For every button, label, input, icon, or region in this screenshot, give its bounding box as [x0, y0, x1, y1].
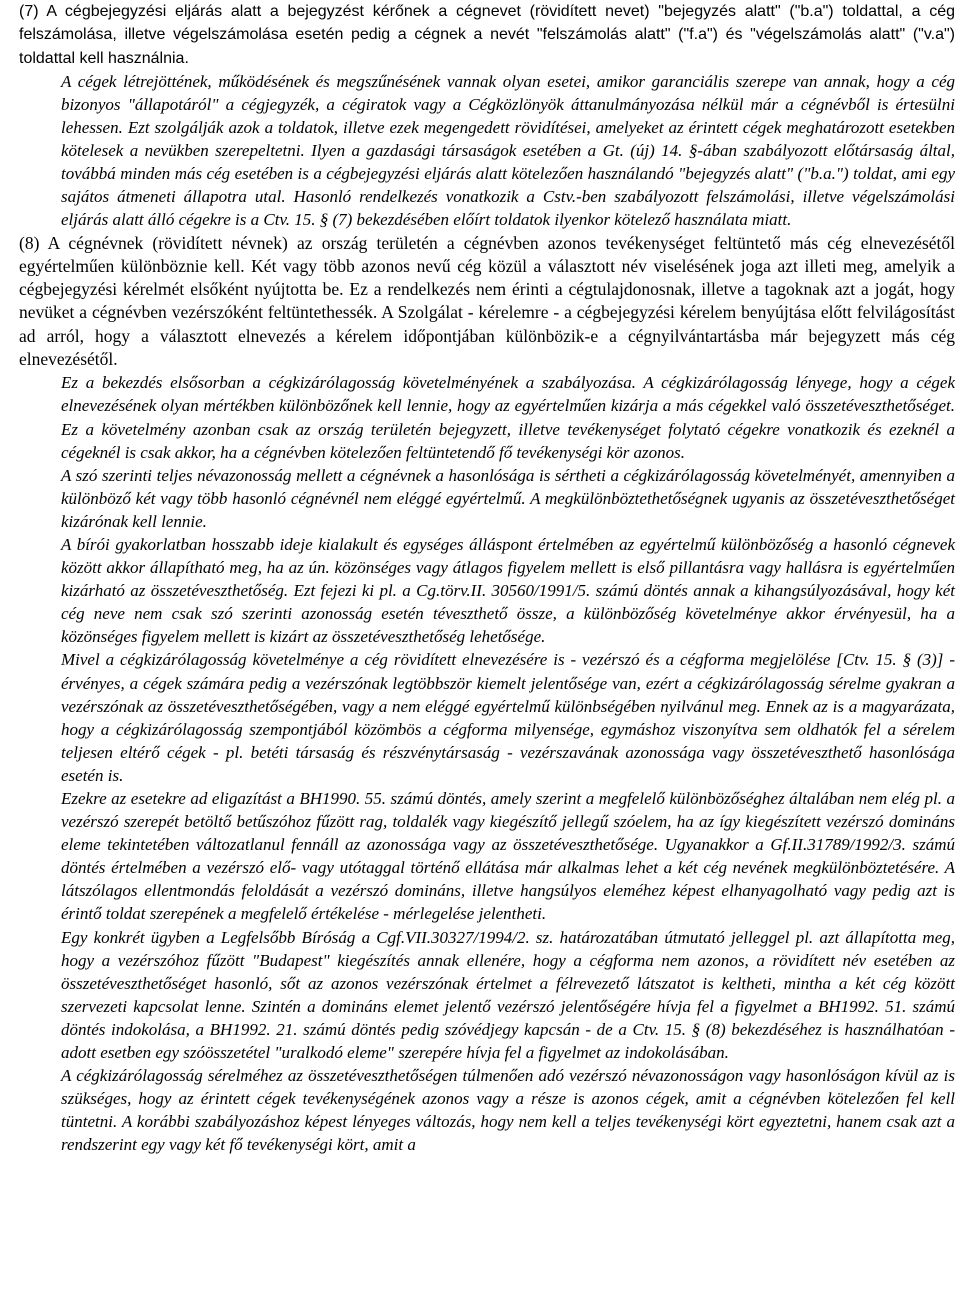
commentary-paragraph: Ezekre az esetekre ad eligazítást a BH1990. 55. számú döntés, amely szerint a megfelelő különbözőséghez általában nem elég pl. a vezérszó szerepét betöltő betűszóhoz fűzött rag, toldalék vagy kiegészítő jellegű szóelem, ha az így kiegészített vezérszó domináns eleme tekintetében változatlanul fennáll az azonossága vagy az összetéveszthetősége. Ugyanakkor a Gf.II.31789/1992/3. számú döntés értelmében a vezérszó elő- vagy utótaggal történő ellátása már alkalmas lehet a két cég nevének megkülönböztetésére. A látszólagos ellentmondás feloldását a vezérszó domináns, illetve hangsúlyos eleméhez képest elhanyagolható vagy pedig azt is érintő toldat szerepének a megfelelő értékelése - mérlegelése jelentheti. — [61, 789, 955, 924]
commentary-paragraph: A szó szerinti teljes névazonosság mellett a cégnévnek a hasonlósága is sértheti a cégkizárólagosság követelményét, amennyiben a különböző két vagy több hasonló cégnévnél nem eléggé egyértelmű. A megkülönböztethetőségnek ugyanis az összetéveszthetőséget kizárónak kell lennie. — [61, 465, 955, 531]
commentary-paragraph: A bírói gyakorlatban hosszabb ideje kialakult és egységes álláspont értelmében az egyértelmű különbözőség a hasonló cégnevek között akkor állapítható meg, ha az ún. közönséges vagy átlagos figyelem mellett is első pillantásra vagy hallásra is egyértelműen kizárható az összetéveszthetőség. Ezt fejezi ki pl. a Cg.törv.II. 30560/1991/5. számú döntés annak a kihangsúlyozásával, hogy két cég neve nem csak szó szerinti azonosság esetén téveszthető össze, a különbözőség követelménye akkor érvényesül, ha a közönséges figyelem mellett is kizárt az összetéveszthetőség lehetősége. — [61, 534, 955, 647]
commentary-paragraph: Ez a bekezdés elsősorban a cégkizárólagosság követelményének a szabályozása. A cégkizárólagosság lényege, hogy a cégek elnevezésének olyan mértékben különbözőnek kell lennie, hogy az egyértelműen kizárja a más cégekkel való összetéveszthetőséget. Ez a követelmény azonban csak az ország területén bejegyzett, illetve tevékenységet folytató cégekre vonatkozik és ezeknél a cégeknél is csak akkor, ha a cégnévben kötelezően feltüntetendő fő tevékenységi kör azonos. — [61, 373, 955, 462]
commentary-paragraph: A cégek létrejöttének, működésének és megszűnésének vannak olyan esetei, amikor garanciális szerepe van annak, hogy a cég bizonyos "állapotáról" a cégjegyzék, a cégiratok vagy a Cégközlönyök áttanulmányozása nélkül már a cégnévből is értesülni lehessen. Ezt szolgálják azok a toldatok, illetve ezek megengedett rövidítései, amelyeket az érintett cégek meghatározott esetekben kötelesek a nevükben szerepeltetni. Ilyen a gazdasági társaságok esetében a Gt. (új) 14. §-ában szabályozott előtársaság által, továbbá minden más cég esetében is a cégbejegyzési eljárás alatt kötelezően használandó "bejegyzés alatt" ("b.a.") toldat, ami egy sajátos átmeneti állapotra utal. Hasonló rendelkezés vonatkozik a Cstv.-ben szabályozott felszámolási, illetve végelszámolási eljárás alatt álló cégekre is a Ctv. 15. § (7) bekezdésében előírt toldatok ilyenkor kötelező használata miatt. — [61, 71, 955, 230]
commentary-paragraph: Egy konkrét ügyben a Legfelsőbb Bíróság a Cgf.VII.30327/1994/2. sz. határozatában útmutató jelleggel pl. azt állapította meg, hogy a vezérszóhoz fűzött "Budapest" kiegészítés annak ellenére, hogy a cégforma nem azonos, a rövidített név esetében az összetéveszthetőséget hasonló, sőt az azonos vezérszónak értelmet a félrevezető látszatot is keltheti, mintha a két cég között szervezeti kapcsolat lenne. Szintén a domináns elemet jelentő vezérszó jelentőségére hívja fel a figyelmet a BH1992. 51. számú döntés indokolása, a BH1992. 21. számú döntés pedig szóvédjegy kapcsán - de a Ctv. 15. § (8) bekezdéséhez is használhatóan - adott esetben egy szóösszetétel "uralkodó eleme" szerepére hívja fel a figyelmet az indokolásában. — [61, 927, 955, 1063]
paragraph-7: (7) A cégbejegyzési eljárás alatt a bejegyzést kérőnek a cégnevet (rövidített nevet) "bejegyzés alatt" ("b.a") toldattal, a cég felszámolása, illetve végelszámolása esetén pedig a cégnek a nevét "felszámolás alatt" ("f.a") és "végelszámolás alatt" ("v.a") toldattal kell használnia. — [19, 3, 955, 67]
paragraph-8: (8) A cégnévnek (rövidített névnek) az ország területén a cégnévben azonos tevékenységet feltüntető más cég elnevezésétől egyértelműen különböznie kell. Két vagy több azonos nevű cég közül a választott név viselésének joga azt illeti meg, amelyik a cégbejegyzési kérelmét elsőként nyújtotta be. Ez a rendelkezés nem érinti a cégtulajdonosnak, illetve a tagoknak azt a jogát, hogy nevüket a cégnévben vezérszóként feltüntethessék. A Szolgálat - kérelemre - a cégbejegyzési kérelem benyújtása előtt felvilágosítást ad arról, hogy a választott elnevezés a kérelem időpontjában különbözik-e a cégnyilvántartásba már bejegyzett más cég elnevezésétől. — [19, 232, 955, 370]
commentary-paragraph: A cégkizárólagosság sérelméhez az összetéveszthetőségen túlmenően adó vezérszó névazonosságon vagy hasonlóságon kívül az is szükséges, hogy az érintett cégek tevékenységének azonos vagy a része is azonos cégek, amit a cégnévben kötelezően fel kell tüntetni. A korábbi szabályozáshoz képest lényeges változás, hogy nem kell a teljes tevékenységi kört egyeztetni, hanem csak azt a rendszerint egy vagy két fő tevékenységi kört, amit a — [61, 1066, 955, 1155]
commentary-paragraph: Mivel a cégkizárólagosság követelménye a cég rövidített elnevezésére is - vezérszó és a cégforma megjelölése [Ctv. 15. § (3)] - érvényes, a cégek számára pedig a vezérszónak legtöbbször kiemelt jelentősége van, ezért a cégkizárólagosság sérelme gyakran a vezérszónak az összetéveszthetőségében, vagy a nem eléggé egyértelmű különbségében nyilvánul meg. Ennek az is a magyarázata, hogy a cégkizárólagosság szempontjából közömbös a cégforma milyensége, egymáshoz viszonyítva sem oldhatók fel a sérelem teljesen eltérő cégek - pl. betéti társaság és részvénytársaság - vezérszavának azonossága vagy összetéveszthető hasonlósága esetén is. — [61, 650, 955, 785]
